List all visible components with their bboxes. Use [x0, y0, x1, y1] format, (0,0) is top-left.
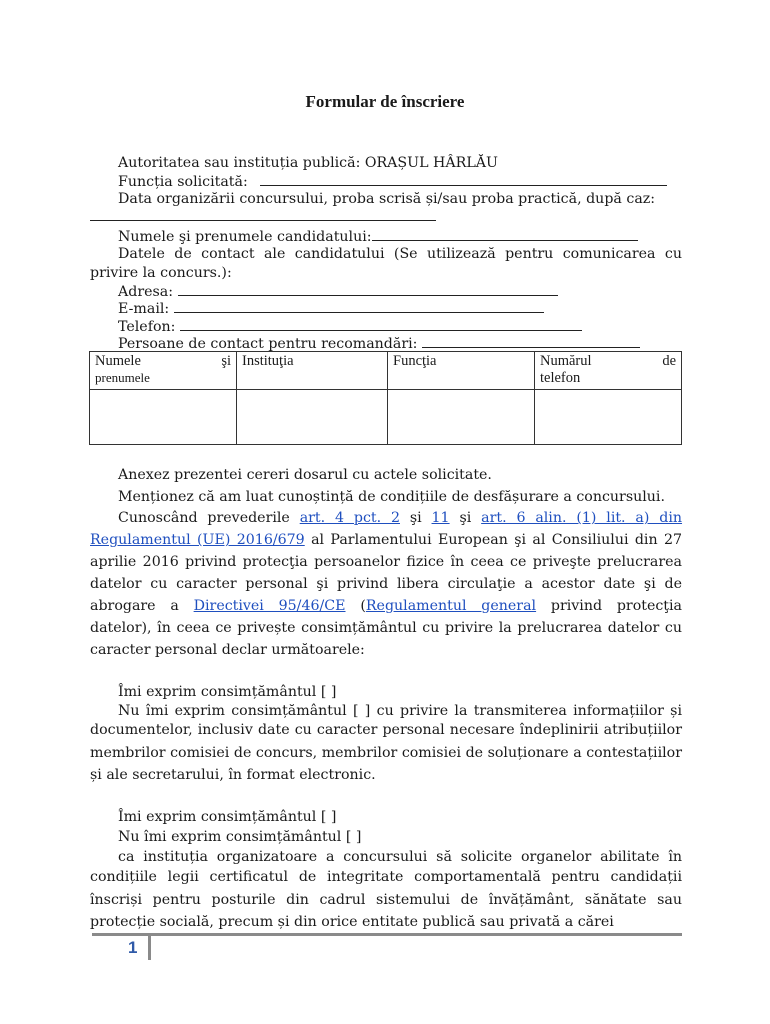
- header-name-word1: Numele: [95, 353, 141, 369]
- legal-line2: [90, 529, 682, 551]
- date-label: Data organizării concursului, proba scrisă și/sau proba practică, după caz:: [118, 191, 656, 207]
- consent2-no[interactable]: Nu îmi exprim consimțământul [ ]: [118, 829, 362, 845]
- legal-line6: datelor), în ceea ce privește consimțământul cu privire la prelucrarea datelor cu: [90, 620, 682, 636]
- date-line: [90, 207, 436, 226]
- table-header-row: [90, 352, 682, 390]
- consent1-paragraph: [90, 719, 682, 787]
- footer-rule: [92, 933, 682, 936]
- phone-field[interactable]: [180, 317, 582, 331]
- cell-phone-input[interactable]: [535, 390, 682, 445]
- function-line: [118, 172, 667, 191]
- consent2-text: condițiile legii certificatul de integritate comportamentală pentru candidații înscriși pentru posturile din cadrul sistemului de învățământ, sănătate sau protecție socială, precum și din orice entitate publică sau privată a cărei: [90, 869, 682, 930]
- email-field[interactable]: [174, 299, 544, 313]
- cell-function-input[interactable]: [388, 390, 535, 445]
- header-function: Funcţia: [388, 352, 535, 390]
- consent1-text: documentelor, inclusiv date cu caracter personal necesare îndeplinirii atribuțiilor membrilor comisiei de concurs, membrilor comisiei de soluționare a contestațiilor și ale secretarului, în format electronic.: [90, 722, 682, 783]
- legal-line5: [90, 595, 682, 617]
- name-label: Numele şi prenumele candidatului:: [118, 229, 372, 245]
- paren-and-link: [360, 598, 536, 614]
- link-general-regulation[interactable]: Regulamentul general: [365, 598, 537, 614]
- references-label: Persoane de contact pentru recomandări:: [118, 336, 418, 352]
- references-table: [89, 351, 682, 445]
- email-label: E-mail:: [118, 301, 170, 317]
- knowing-intro: Cunoscând prevederile: [118, 510, 290, 526]
- contact-text-line1: Datele de contact ale candidatului (Se utilizează pentru comunicarea cu: [118, 246, 682, 262]
- function-field[interactable]: [260, 172, 667, 186]
- link-directive[interactable]: Directivei 95/46/CE: [193, 598, 346, 614]
- legal-line7: caracter personal declar următoarele:: [90, 642, 365, 658]
- contact-text-line2: privire la concurs.):: [90, 265, 232, 281]
- function-label: Funcția solicitată:: [118, 174, 248, 190]
- footer-divider: [148, 934, 151, 960]
- header-phone-word2: de: [662, 353, 676, 369]
- link-art4[interactable]: art. 4 pct. 2: [299, 510, 400, 526]
- link-11[interactable]: 11: [431, 510, 450, 526]
- legal-line3: aprilie 2016 privind protecţia persoanelor fizice în ceea ce priveşte prelucrarea: [90, 554, 682, 570]
- consent2-paragraph: [90, 866, 682, 932]
- consent1-no[interactable]: Nu îmi exprim consimțământul [ ] cu privire la transmiterea informațiilor și: [118, 703, 682, 719]
- references-field[interactable]: [422, 334, 640, 348]
- cell-institution-input[interactable]: [237, 390, 388, 445]
- cell-name-input[interactable]: [90, 390, 237, 445]
- authority-line: Autoritatea sau instituția publică: ORAȘUL HÂRLĂU: [118, 155, 498, 171]
- table-row: [90, 390, 682, 445]
- page-title: Formular de înscriere: [305, 92, 465, 111]
- address-label: Adresa:: [118, 284, 174, 300]
- phone-label: Telefon:: [118, 319, 176, 335]
- header-name-word3: prenumele: [95, 370, 150, 385]
- paren-open: (: [360, 598, 366, 614]
- consent1-yes[interactable]: Îmi exprim consimțământul [ ]: [118, 684, 337, 700]
- after-regulation: al Parlamentului European şi al Consiliului din 27: [311, 532, 683, 548]
- header-phone-word1: Numărul: [540, 353, 592, 369]
- abrogare-text: abrogare a: [90, 598, 179, 614]
- consent2-line1: ca instituția organizatoare a concursului să solicite organelor abilitate în: [118, 849, 682, 865]
- legal-line1: [118, 507, 682, 529]
- link-regulation[interactable]: Regulamentul (UE) 2016/679: [90, 532, 305, 548]
- address-field[interactable]: [178, 282, 558, 296]
- link-art6[interactable]: art. 6 alin. (1) lit. a) din: [481, 510, 683, 526]
- header-name: [90, 352, 237, 390]
- after-general-regulation: privind protecţia: [550, 598, 682, 614]
- and-word1: şi: [409, 510, 422, 526]
- annex-text: Anexez prezentei cereri dosarul cu actele solicitate.: [118, 467, 492, 483]
- consent2-yes[interactable]: Îmi exprim consimțământul [ ]: [118, 809, 337, 825]
- header-institution: Instituţia: [237, 352, 388, 390]
- and-word2: şi: [459, 510, 472, 526]
- legal-line4: datelor cu caracter personal şi privind libera circulaţie a acestor date şi de: [90, 576, 682, 592]
- header-phone: [535, 352, 682, 390]
- email-line: [118, 299, 544, 318]
- mention-text: Menționez că am luat cunoștință de condițiile de desfășurare a concursului.: [118, 489, 665, 505]
- header-name-word2: şi: [221, 353, 231, 369]
- date-field[interactable]: [90, 207, 436, 221]
- header-phone-word3: telefon: [540, 370, 581, 386]
- name-field[interactable]: [372, 227, 638, 241]
- page-number: 1: [128, 938, 138, 957]
